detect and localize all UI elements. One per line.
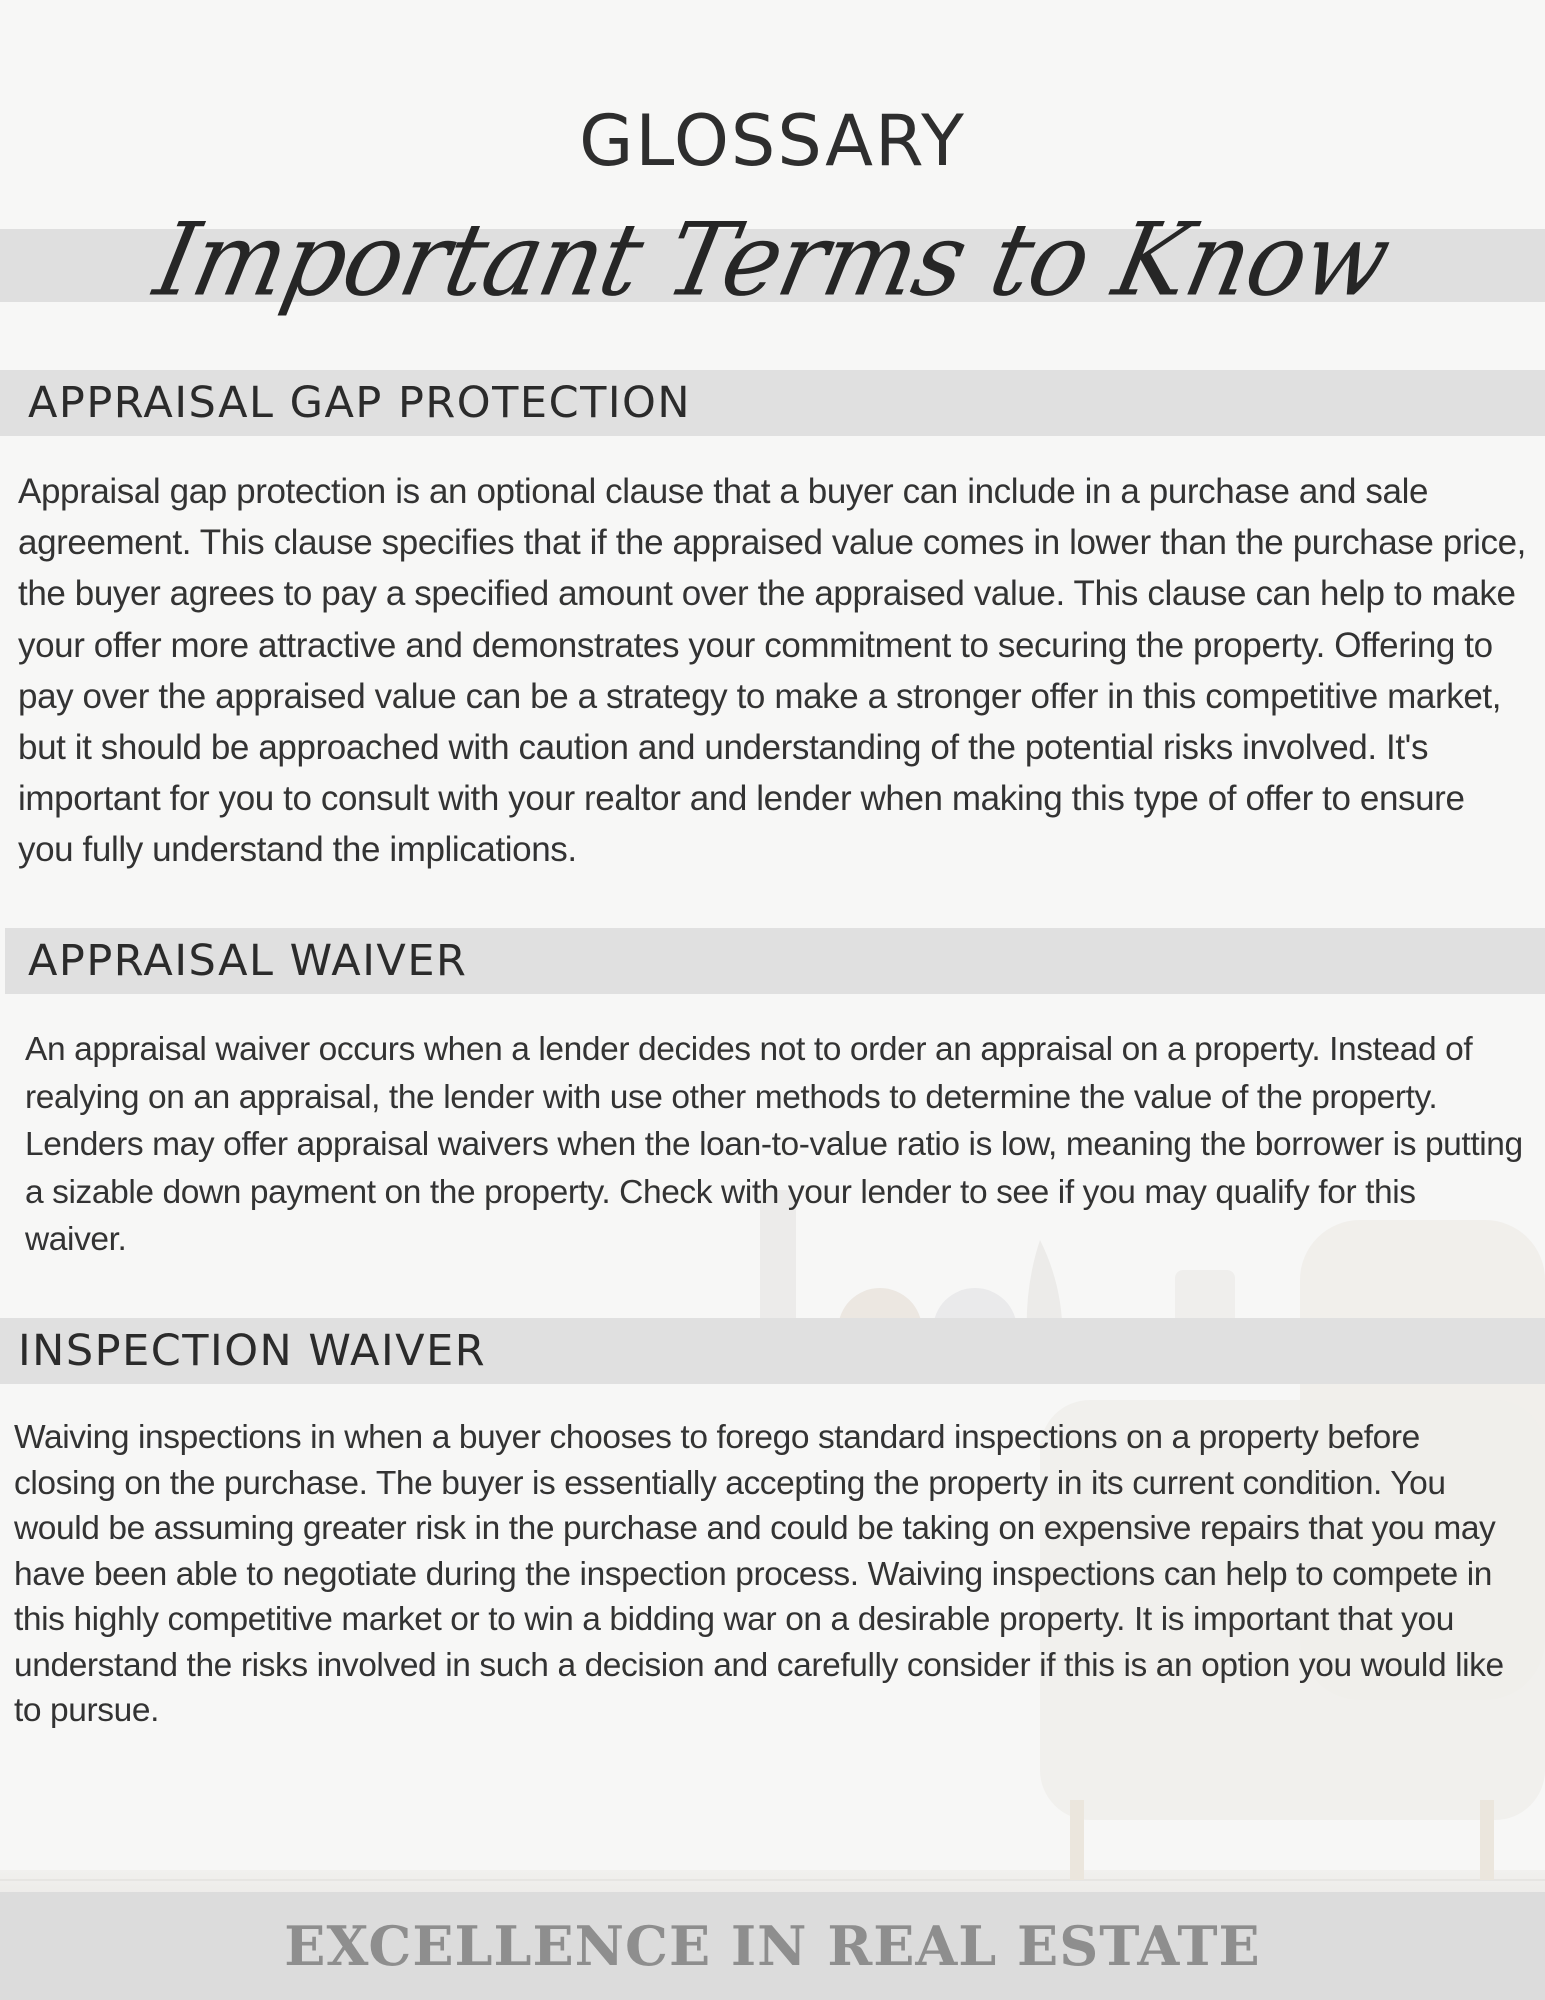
section-body-inspection-waiver: Waiving inspections in when a buyer chooses to forego standard inspections on a property before closing on the purchase. The buyer is essentially accepting the property in its current condition. You would be assuming greater risk in the purchase and could be taking on expensive repairs that you may have been able to negotiate during the inspection process. Waiving inspections can help to compete in this highly competitive market or to win a bidding war on a desirable property. It is important that you understand the risks involved in such a decision and carefully consider if this is an option you would like to pursue. [14, 1419, 1504, 1729]
section-body-appraisal-waiver: An appraisal waiver occurs when a lender decides not to order an appraisal on a property. Instead of realying on an appraisal, the lender with use other methods to determine the value of the property. Lenders may offer appraisal waivers when the loan-to-value ratio is low, meaning the borrower is putting a sizable down payment on the property. Check with your lender to see if you may qualify for this waiver. [25, 1031, 1523, 1258]
page-title: GLOSSARY [579, 100, 966, 182]
page-subtitle: Important Terms to Know [145, 201, 1400, 319]
footer-band [0, 1892, 1545, 2000]
section-body-appraisal-gap-protection: Appraisal gap protection is an optional clause that a buyer can include in a purchase and sale agreement. This clause specifies that if the appraised value comes in lower than the purchase price, the buyer agrees to pay a specified amount over the appraised value. This clause can help to make your offer more attractive and demonstrates your commitment to securing the property. Offering to pay over the appraised value can be a strategy to make a stronger offer in this competitive market, but it should be approached with caution and understanding of the potential risks involved. It's important for you to consult with your realtor and lender when making this type of offer to ensure you fully understand the implications. [18, 472, 1526, 870]
section-header-inspection-waiver [0, 1318, 1545, 1384]
footer-tagline: EXCELLENCE IN REAL ESTATE [284, 1914, 1261, 1978]
section-heading: APPRAISAL WAIVER [28, 936, 468, 986]
section-header-appraisal-waiver [5, 928, 1545, 994]
section-header-appraisal-gap-protection [0, 370, 1545, 436]
section-heading: INSPECTION WAIVER [18, 1326, 487, 1376]
section-heading: APPRAISAL GAP PROTECTION [28, 378, 692, 428]
